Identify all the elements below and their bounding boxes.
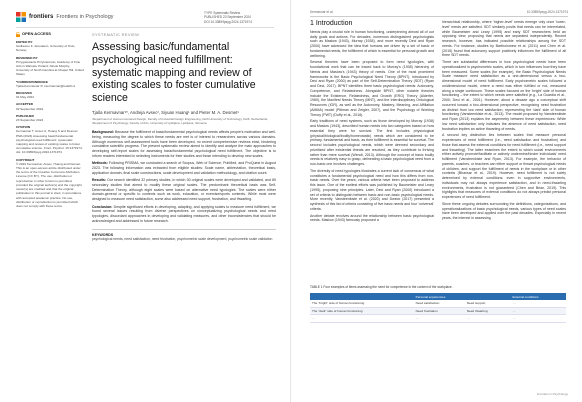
- table-cell: …: [510, 315, 566, 323]
- running-head-authors: Kermavnar et al.: [310, 10, 334, 14]
- abstract-conclusion-label: Conclusion:: [92, 204, 113, 209]
- table-cell: …: [465, 315, 511, 323]
- journal-logo[interactable]: [16, 12, 114, 22]
- page-gutter: [290, 0, 291, 402]
- article-type: SYSTEMATIC REVIEW: [92, 32, 140, 37]
- table-cell: Need thwarting: [465, 307, 511, 315]
- paragraph: Needs play a crucial role in human functioning, underpinning almost all of our daily goals and actions. For decades, numerous distinguished psychologists such as Maslow (1943), Murray (1938), and more recently Deci and Ryan (2000) have advanced the idea that humans are driven by a set of basic or fundamental needs, the fulfillment of which is essential for personal growth and wellbeing.: [310, 29, 434, 58]
- table-cell: The "bright" side of human functioning: [310, 300, 414, 307]
- header-divider: [16, 27, 274, 28]
- table-header-blank: [310, 293, 414, 300]
- table-caption: TABLE 1 Four examples of items assessing the need for competence in the context of the workplace.: [310, 283, 566, 289]
- paragraph: There are substantial differences in how psychological needs have been operationalized in psychometric scales, which in turn influences how they have been measured. Some scales (for example), the Basic Psychological Needs Scale measure need satisfaction as a one-dimensional versus a two-dimensional model of need fulfillment. Early psychometric scales followed a unidimensional model, where a need was either fulfilled or not, measured along a single continuum. These scales focused on the ‘bright’ side of human functioning – the extent to which needs were satisfied (e.g., La Guardia et al., 2000; Deci et al., 2001). However, about a decade ago a conceptual shift occurred toward a two-dimensional perspective, recognizing need frustration as distinct from low need satisfaction, representing the ‘dark’ side of human functioning (Vansteenkiste et al., 2013). The model proposed by Vansteenkiste and Ryan (2013) explains the asymmetry between these experiences: While low need satisfaction only indicates the absence of need satisfaction, need frustration implies an active thwarting of needs.: [442, 60, 566, 131]
- correspondence[interactable]: Tjaša Kermavnar ✉ t.kermavnar@tudelft.nl: [16, 83, 76, 88]
- table-row: [310, 307, 566, 315]
- accepted-date: 02 September 2024: [16, 106, 44, 111]
- article-main: [92, 32, 276, 242]
- abstract-methods-text: Following PRISMA, we conducted a search of Scopus, Web of Science, PubMed, and ProQuest in August 2023. The following information was extracted from eligible studies: Scale name, abbreviation, theoretical basis, application domain, final scale constructions, scale development and validation methodology, and citation count.: [92, 161, 276, 175]
- frontiers-logo-icon: [16, 12, 26, 22]
- abstract-background-label: Background:: [92, 130, 114, 135]
- table-header-external: External conditions: [510, 293, 566, 300]
- journal-name: Frontiers in Psychology: [56, 14, 114, 20]
- open-access-label: OPEN ACCESS: [16, 32, 84, 37]
- edited-by-label: EDITED BY: [16, 40, 33, 44]
- citation-label: CITATION: [16, 125, 31, 130]
- page-footer: Frontiers in Psychology: [536, 392, 568, 396]
- keywords-label: KEYWORDS: [92, 229, 276, 237]
- published-label: PUBLISHED: [16, 113, 34, 118]
- table-cell: …: [310, 315, 414, 323]
- received-date: 01 May 2024: [16, 95, 34, 100]
- published-date: 23 September 2024: [16, 118, 44, 123]
- paragraph: A second key distinction lies between scales that measure personal experiences of need fulfillment (i.e., need satisfaction and frustration) and those that assess the external conditions for need fulfillment (i.e., need support and thwarting). The latter examines the extent to which social environments either actively promote/facilitate or actively undermine/hinder individuals' need fulfillment (Vansteenkiste and Ryan, 2013). For example, the behavior of parents, coaches, or teachers can either support or thwart psychological needs of children, and support the fulfillment of needs in the workplace or in other contexts (Bhavsar et al., 2019). However, need fulfillment is not solely determined by external conditions; even in supportive environments, individuals may not always experience satisfaction, and in need-thwarting environments, frustration is not guaranteed (Chen and Brian, 2019). This highlights that measures of external conditions do not always predict personal experiences of need fulfillment.: [442, 133, 566, 199]
- meta-doi[interactable]: DOI 10.3389/fpsyg.2024.1371974: [204, 19, 252, 24]
- journal-word: frontiers: [29, 14, 54, 20]
- abstract-background-text: Because the fulfillment of basic/fundamental psychological needs affects people's motivation and well-being, measuring the degree to which these needs are met is of interest to researchers across various domains. Although numerous self-assessment tools have been developed, no recent comprehensive reviews exist, hindering cumulative scientific progress. The present systematic review aimed to identify and analyze the main approaches to developing self-report scales for assessing basic/fundamental psychological need fulfillment. The objective is to inform readers interested in selecting instruments for their studies and those intending to develop new scales.: [92, 130, 276, 158]
- table-cell: …: [510, 307, 566, 315]
- reviewed-by: Przygotowanie Przyinternetu, Academy of Fine Arts in Warsaw, Poland; Nicole Murphy, University of North Carolina at Chapel Hill, United States: [16, 59, 84, 77]
- edited-by: Guillaume F. Jerusalem, University of Oslo, Norway: [16, 44, 76, 53]
- section-heading: 1 Introduction: [310, 20, 353, 27]
- abstract-results-label: Results:: [92, 178, 106, 183]
- paragraph: hierarchical relationship, where ‘higher-level’ needs emerge only once ‘lower-level’ needs are satisfied. SDT similarly posits that needs can be interrelated, while Baumeister and Leary (1995) and early SDT researchers held an opposing view, proposing that needs are separated independently. Recent research, however, has indicated possible relationships among the SDT needs. For instance, studies by Bartholomew et al. (2011) and Chen et al. (2015) found that autonomy support positively influences the fulfillment of all three SDT needs.: [442, 20, 566, 58]
- abstract-conclusion: [92, 205, 276, 224]
- keywords: psychological needs, need satisfaction, need frustration, psychometric scale development, psychometric scale validation: [92, 237, 273, 242]
- table-1: [310, 293, 566, 323]
- table-cell: …: [510, 300, 566, 307]
- abstract-results-text: Our search identified 32 primary studies, in which 30 original scales were developed and validated, and 89 secondary studies that aimed to modify these original scales. The predominant theoretical basis was Self-Determination Theory, although eight scales were based on alternative need typologies. The scales were either domain-general or specific to contexts such as work, education, or exercise/sports contexts. While most were designed to measure need satisfaction, some also addressed need support, frustration, and thwarting.: [92, 178, 276, 201]
- paragraph: Early traditions of need systems, such as those developed by Murray (1938) and Maslow (1943), described human needs into two categories based on how essential they were for survival. The first includes physiological (physical/biological/bodily/homeostatic) needs which are considered to be primary, fundamental and basic, as their fulfillment is essential for survival. The second includes psychological needs, which were deemed secondary and prioritized after existential threats are resolved, as they contribute to thriving rather than mere survival (Wendt, 2013). Although the concept of basic bodily needs is relatively easy to grasp, delineating a basic psychological need from a non-basic one involves challenges.: [310, 119, 435, 166]
- abstract-methods: [92, 161, 276, 175]
- text-column-left: [310, 20, 434, 225]
- table-cell: The "dark" side of human functioning: [310, 307, 414, 315]
- received-label: RECEIVED: [16, 91, 32, 96]
- table-cell: Need frustration: [414, 307, 465, 315]
- running-header: [310, 10, 568, 14]
- abstract-background: [92, 130, 276, 158]
- paragraph: Several theories have been proposed to form need typologies, with foundational work that can be traced back to Murray's (1938) hierarchy of Needs and Maslow's (1943) theory of needs. One of the most prominent frameworks is the Basic Psychological Need Theory (BPNT), introduced by Deci and Ryan (2000) as part of the Self-Determination Theory (SDT) (Ryan and Deci, 2017). BPNT identifies three basic psychological needs: Autonomy, Competence, and Relatedness. Alongside BPNT, other notable theories include the Existence, Relatedness, and Growth (ERG) Theory (Alderfer, 1969), the Manifest Needs Theory (MNT), and the Interdisciplinary Ontological Resources (IOR), as well as the Autonomy, Mastery, Meaning, and Affiliation (AMMA) model (Pittman and Zeigler, 2007), and the Psychology of Working Theory (PWT) (Duffy et al., 2016).: [310, 60, 434, 117]
- paragraph: Since these ongoing debates surrounding the definitions, categorizations, and operationalizations of basic psychological needs, various types of need scales have been developed and applied over the past decades. Especially in recent years, the interest in assessing: [442, 201, 566, 220]
- citation: Kermavnar T, Avsec A, Huang S and Desmet PMA (2024) Assessing basic/fundamental psychological need fulfillment: systematic mapping and review of existing scales to foster cumulative science. Front. Psychol. 15:1371974. doi: 10.3389/fpsyg.2024.1371974: [16, 129, 83, 155]
- article-sidebar: [16, 32, 84, 208]
- article-meta: [204, 11, 274, 24]
- article-second-page: [298, 0, 578, 402]
- author-list[interactable]: Tjaša Kermavnar¹*, Andreja Avsec², Siyuan Huang¹ and Pieter M. A. Desmet¹: [92, 109, 239, 115]
- table-row: [310, 315, 566, 323]
- abstract-results: [92, 178, 276, 201]
- copyright: © 2024 Kermavnar, Avsec, Huang and Desmet. This is an open-access article distributed under the terms of the Creative Commons Attribution License (CC BY). The use, distribution or reproduction in other forums is permitted, provided the original author(s) and the copyright owner(s) are credited and that the original publication in this journal is cited, in accordance with accepted academic practice. No use, distribution or reproduction is permitted which does not comply with these terms.: [16, 161, 82, 208]
- table-cell: Need support: [465, 300, 511, 307]
- meta-type: TYPE Systematic Review: [204, 11, 241, 15]
- text-column-right: [442, 20, 566, 223]
- table-cell: …: [414, 315, 465, 323]
- meta-published: PUBLISHED 23 September 2024: [204, 15, 251, 20]
- affiliations: ¹Department of Human-Centered Design, Faculty of Industrial Design Engineering, Delft University of Technology, Delft, Netherlands, ²Department of Psychology, Faculty of Arts, University of Ljubljana, Ljubljana, Slovenia: [92, 117, 269, 126]
- article-title: Assessing basic/fundamental psychological need fulfillment: systematic mapping and review of existing scales to foster cumulative science: [92, 41, 256, 105]
- article-first-page: [4, 0, 284, 402]
- copyright-label: COPYRIGHT: [16, 157, 35, 162]
- accepted-label: ACCEPTED: [16, 102, 34, 107]
- table-row: [310, 300, 566, 307]
- open-lock-icon: [16, 32, 20, 37]
- running-head-doi[interactable]: 10.3389/fpsyg.2024.1371974: [526, 10, 568, 14]
- paragraph: Another debate revolves around the relationship between basic psychological needs. Maslow (1943) famously proposed a: [310, 213, 434, 223]
- correspondence-label: *CORRESPONDENCE: [16, 79, 48, 84]
- paragraph: The diversity of need typologies illustrates a current lack of consensus of what constitutes a fundamental psychological need and how this differs from non-basic needs. Over the years, various criteria have been proposed to address this issue. One of the earliest efforts was published by Baumeister and Leary (1995), proposing nine principles. Later, Deci and Ryan (2000) introduced a set of criteria to distinguish between basic and non-basic psychological needs. More recently, Vansteenkiste et al. (2020) and Dweck (2017) presented a synthesis of this list of criteria consisting of five basic needs and four ‘universal’ criteria.: [310, 168, 435, 211]
- reviewed-by-label: REVIEWED BY: [16, 55, 38, 60]
- table-cell: Need satisfaction: [414, 300, 465, 307]
- running-header-divider: [310, 16, 568, 17]
- abstract-methods-label: Methods:: [92, 161, 108, 166]
- abstract-conclusion-text: Despite significant efforts in developing, adapting, and applying scales to measure need fulfillment, we found several issues resulting from diverse perspectives on conceptualizing psychological needs and need typologies, discordant approaches in developing and validating measures, and other inconsistencies that should be acknowledged and addressed in future research.: [92, 204, 276, 223]
- table-header-personal: Personal experiences: [414, 293, 511, 300]
